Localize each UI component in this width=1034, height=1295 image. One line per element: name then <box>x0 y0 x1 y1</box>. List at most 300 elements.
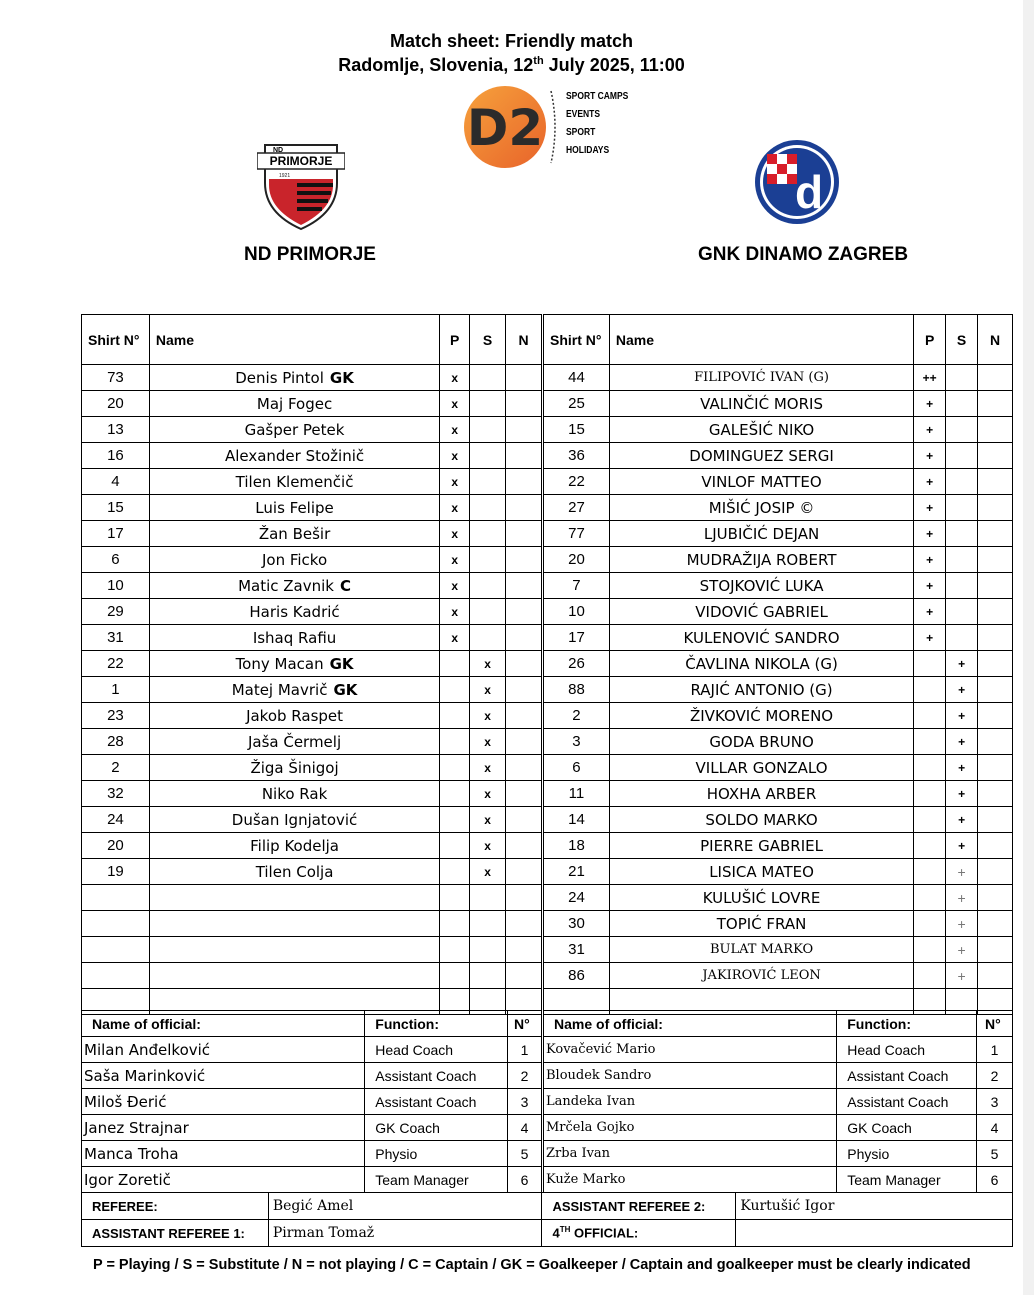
referee-row-1 <box>82 1193 1013 1220</box>
substitute-mark <box>470 417 506 443</box>
shirt-number: 30 <box>544 911 610 937</box>
not-playing-mark <box>978 599 1013 625</box>
legend: P = Playing / S = Substitute / N = not playing / C = Captain / GK = Goalkeeper / Captain and goalkeeper must be clearly indicated <box>93 1257 971 1273</box>
shirt-number: 18 <box>544 833 610 859</box>
player-name-text: Ishaq Rafiu <box>252 628 337 647</box>
shirt-number: 36 <box>544 443 610 469</box>
svg-text:ND: ND <box>273 147 284 154</box>
referee-label: REFEREE: <box>82 1193 269 1220</box>
playing-mark <box>440 859 470 885</box>
playing-mark <box>914 807 946 833</box>
col-s: S <box>470 315 506 365</box>
official-row <box>82 1089 542 1115</box>
substitute-mark <box>470 521 506 547</box>
substitute-mark <box>946 625 978 651</box>
table-row <box>82 781 542 807</box>
not-playing-mark <box>978 859 1013 885</box>
table-row <box>82 625 542 651</box>
not-playing-mark <box>506 963 542 989</box>
shirt-number: 31 <box>82 625 150 651</box>
table-row <box>544 807 1013 833</box>
away-roster-header <box>544 315 1013 365</box>
player-name <box>149 859 439 885</box>
official-function: Physio <box>837 1141 977 1167</box>
playing-mark <box>914 677 946 703</box>
player-name <box>149 417 439 443</box>
not-playing-mark <box>978 755 1013 781</box>
not-playing-mark <box>506 677 542 703</box>
official-number: 5 <box>508 1141 542 1167</box>
ar1-label: ASSISTANT REFEREE 1: <box>82 1220 269 1247</box>
official-row <box>544 1115 1013 1141</box>
referees-table <box>81 1192 1013 1247</box>
player-name: VALINČIĆ MORIS <box>609 391 913 417</box>
official-function: Team Manager <box>365 1167 508 1193</box>
player-name: ČAVLINA NIKOLA (G) <box>609 651 913 677</box>
not-playing-mark <box>506 391 542 417</box>
home-officials-table <box>81 1010 542 1193</box>
table-row <box>82 417 542 443</box>
substitute-mark <box>470 443 506 469</box>
player-name <box>149 781 439 807</box>
table-row <box>544 729 1013 755</box>
shirt-number: 20 <box>544 547 610 573</box>
player-name-text: Alexander Stožinič <box>224 446 365 465</box>
not-playing-mark <box>506 443 542 469</box>
not-playing-mark <box>506 625 542 651</box>
playing-mark <box>440 651 470 677</box>
table-row <box>544 703 1013 729</box>
official-function: Physio <box>365 1141 508 1167</box>
official-number: 1 <box>977 1037 1013 1063</box>
substitute-mark <box>946 391 978 417</box>
col-p: P <box>440 315 470 365</box>
substitute-mark: + <box>946 911 978 937</box>
table-row <box>544 469 1013 495</box>
playing-mark: ++ <box>914 365 946 391</box>
officials-header <box>82 1011 542 1037</box>
col-function: Function: <box>837 1011 977 1037</box>
playing-mark <box>440 703 470 729</box>
official-name: Zrba Ivan <box>544 1141 837 1167</box>
table-row <box>82 573 542 599</box>
not-playing-mark <box>978 677 1013 703</box>
shirt-number: 17 <box>82 521 150 547</box>
table-row <box>82 755 542 781</box>
substitute-mark <box>470 573 506 599</box>
shirt-number: 4 <box>82 469 150 495</box>
not-playing-mark <box>978 781 1013 807</box>
playing-mark <box>914 859 946 885</box>
not-playing-mark <box>506 573 542 599</box>
fourth-official-name <box>736 1220 1013 1247</box>
substitute-mark <box>470 469 506 495</box>
player-name: JAKIROVIĆ LEON <box>609 963 913 989</box>
official-name: Miloš Đerić <box>82 1089 365 1115</box>
not-playing-mark <box>506 833 542 859</box>
player-name-text: Žiga Šinigoj <box>250 758 339 777</box>
not-playing-mark <box>978 417 1013 443</box>
official-number: 3 <box>977 1089 1013 1115</box>
official-number: 2 <box>508 1063 542 1089</box>
table-row <box>82 469 542 495</box>
playing-mark: x <box>440 547 470 573</box>
home-roster-table <box>81 314 542 1015</box>
official-row <box>544 1167 1013 1193</box>
official-number: 3 <box>508 1089 542 1115</box>
player-name: BULAT MARKO <box>609 937 913 963</box>
officials-header <box>544 1011 1013 1037</box>
playing-mark <box>440 781 470 807</box>
player-name-text: Tilen Klemenčič <box>235 472 354 491</box>
playing-mark <box>914 885 946 911</box>
player-name: VINLOF MATTEO <box>609 469 913 495</box>
substitute-mark: x <box>470 781 506 807</box>
table-row <box>82 859 542 885</box>
official-name: Kuže Marko <box>544 1167 837 1193</box>
substitute-mark <box>470 365 506 391</box>
player-name: FILIPOVIĆ IVAN (G) <box>609 365 913 391</box>
substitute-mark: + <box>946 703 978 729</box>
player-name-text: Matej Mavrič <box>231 680 328 699</box>
playing-mark <box>914 911 946 937</box>
table-row <box>544 937 1013 963</box>
playing-mark: x <box>440 625 470 651</box>
player-role-badge: GK <box>329 654 354 673</box>
substitute-mark: x <box>470 651 506 677</box>
not-playing-mark <box>978 521 1013 547</box>
not-playing-mark <box>506 885 542 911</box>
not-playing-mark <box>978 729 1013 755</box>
col-name: Name <box>609 315 913 365</box>
playing-mark: + <box>914 495 946 521</box>
playing-mark <box>440 885 470 911</box>
official-name: Milan Anđelković <box>82 1037 365 1063</box>
table-row <box>544 885 1013 911</box>
not-playing-mark <box>978 807 1013 833</box>
playing-mark: + <box>914 521 946 547</box>
home-team-name: ND PRIMORJE <box>244 244 376 265</box>
shirt-number: 17 <box>544 625 610 651</box>
table-row <box>544 521 1013 547</box>
player-name-text: Niko Rak <box>261 784 328 803</box>
not-playing-mark <box>506 365 542 391</box>
player-name: PIERRE GABRIEL <box>609 833 913 859</box>
substitute-mark: + <box>946 963 978 989</box>
playing-mark: x <box>440 495 470 521</box>
official-function: Team Manager <box>837 1167 977 1193</box>
table-row <box>82 547 542 573</box>
substitute-mark <box>946 521 978 547</box>
substitute-mark: x <box>470 677 506 703</box>
table-row <box>544 365 1013 391</box>
player-name <box>149 547 439 573</box>
substitute-mark <box>470 911 506 937</box>
official-number: 4 <box>977 1115 1013 1141</box>
substitute-mark <box>946 443 978 469</box>
referee-name: Begić Amel <box>268 1193 542 1220</box>
not-playing-mark <box>978 911 1013 937</box>
official-function: Assistant Coach <box>837 1063 977 1089</box>
shirt-number: 25 <box>544 391 610 417</box>
official-function: Head Coach <box>365 1037 508 1063</box>
official-name: Saša Marinković <box>82 1063 365 1089</box>
player-name: STOJKOVIĆ LUKA <box>609 573 913 599</box>
substitute-mark: x <box>470 807 506 833</box>
player-name <box>149 729 439 755</box>
playing-mark <box>914 937 946 963</box>
player-name-text: Filip Kodelja <box>250 836 339 855</box>
shirt-number: 88 <box>544 677 610 703</box>
not-playing-mark <box>506 781 542 807</box>
substitute-mark <box>470 599 506 625</box>
playing-mark <box>440 833 470 859</box>
table-row <box>82 365 542 391</box>
substitute-mark: + <box>946 729 978 755</box>
shirt-number: 29 <box>82 599 150 625</box>
player-name: LISICA MATEO <box>609 859 913 885</box>
table-row <box>82 651 542 677</box>
official-function: Assistant Coach <box>365 1063 508 1089</box>
table-row <box>82 495 542 521</box>
shirt-number: 26 <box>544 651 610 677</box>
official-name: Janez Strajnar <box>82 1115 365 1141</box>
away-officials-table <box>543 1010 1013 1193</box>
not-playing-mark <box>978 573 1013 599</box>
away-roster-table <box>543 314 1013 1015</box>
player-name: ŽIVKOVIĆ MORENO <box>609 703 913 729</box>
substitute-mark: x <box>470 833 506 859</box>
player-name <box>149 885 439 911</box>
shirt-number: 31 <box>544 937 610 963</box>
not-playing-mark <box>506 547 542 573</box>
official-function: Head Coach <box>837 1037 977 1063</box>
official-name: Manca Troha <box>82 1141 365 1167</box>
table-row <box>82 885 542 911</box>
table-row <box>544 443 1013 469</box>
not-playing-mark <box>506 937 542 963</box>
not-playing-mark <box>506 807 542 833</box>
player-name: RAJIĆ ANTONIO (G) <box>609 677 913 703</box>
shirt-number: 11 <box>544 781 610 807</box>
substitute-mark <box>946 469 978 495</box>
substitute-mark <box>946 495 978 521</box>
table-row <box>544 417 1013 443</box>
official-name: Landeka Ivan <box>544 1089 837 1115</box>
player-name <box>149 365 439 391</box>
table-row <box>544 911 1013 937</box>
substitute-mark <box>470 547 506 573</box>
table-row <box>82 521 542 547</box>
player-name <box>149 833 439 859</box>
substitute-mark <box>470 391 506 417</box>
shirt-number: 15 <box>544 417 610 443</box>
table-row <box>544 547 1013 573</box>
playing-mark <box>914 833 946 859</box>
shirt-number: 27 <box>544 495 610 521</box>
player-role-badge: GK <box>333 680 358 699</box>
dinamo-crest <box>753 138 841 226</box>
not-playing-mark <box>506 521 542 547</box>
shirt-number: 16 <box>82 443 150 469</box>
substitute-mark: + <box>946 833 978 859</box>
table-row <box>82 599 542 625</box>
substitute-mark: + <box>946 651 978 677</box>
primorje-crest <box>257 143 345 231</box>
shirt-number: 22 <box>544 469 610 495</box>
table-row <box>82 963 542 989</box>
official-number: 5 <box>977 1141 1013 1167</box>
shirt-number: 6 <box>544 755 610 781</box>
official-row <box>544 1063 1013 1089</box>
sponsor-tagline: SPORT CAMPS EVENTS SPORT HOLIDAYS <box>566 91 629 156</box>
player-name: GODA BRUNO <box>609 729 913 755</box>
not-playing-mark <box>978 833 1013 859</box>
playing-mark <box>440 911 470 937</box>
table-row <box>544 781 1013 807</box>
col-official-name: Name of official: <box>544 1011 837 1037</box>
shirt-number: 28 <box>82 729 150 755</box>
col-s: S <box>946 315 978 365</box>
shirt-number <box>82 885 150 911</box>
table-row <box>82 807 542 833</box>
shirt-number: 24 <box>82 807 150 833</box>
official-number: 4 <box>508 1115 542 1141</box>
playing-mark <box>914 963 946 989</box>
shirt-number: 19 <box>82 859 150 885</box>
substitute-mark: + <box>946 677 978 703</box>
substitute-mark <box>946 417 978 443</box>
not-playing-mark <box>506 729 542 755</box>
official-number: 2 <box>977 1063 1013 1089</box>
player-name: VILLAR GONZALO <box>609 755 913 781</box>
not-playing-mark <box>506 755 542 781</box>
home-roster-header <box>82 315 542 365</box>
official-name: Igor Zoretič <box>82 1167 365 1193</box>
table-row <box>544 391 1013 417</box>
shirt-number: 3 <box>544 729 610 755</box>
not-playing-mark <box>978 963 1013 989</box>
substitute-mark: + <box>946 885 978 911</box>
substitute-mark: x <box>470 755 506 781</box>
shirt-number: 6 <box>82 547 150 573</box>
substitute-mark <box>946 599 978 625</box>
playing-mark: + <box>914 391 946 417</box>
official-function: GK Coach <box>365 1115 508 1141</box>
match-title: Match sheet: Friendly match <box>389 31 634 51</box>
col-shirt: Shirt N° <box>544 315 610 365</box>
table-row <box>544 599 1013 625</box>
substitute-mark <box>470 937 506 963</box>
substitute-mark: + <box>946 807 978 833</box>
col-official-num: N° <box>508 1011 542 1037</box>
substitute-mark <box>946 547 978 573</box>
away-team-name: GNK DINAMO ZAGREB <box>698 244 909 265</box>
shirt-number: 2 <box>544 703 610 729</box>
official-row <box>82 1167 542 1193</box>
official-row <box>82 1037 542 1063</box>
svg-text:d: d <box>794 166 824 218</box>
table-row <box>544 573 1013 599</box>
shirt-number: 1 <box>82 677 150 703</box>
not-playing-mark <box>978 703 1013 729</box>
player-name: DOMINGUEZ SERGI <box>609 443 913 469</box>
official-row <box>544 1141 1013 1167</box>
not-playing-mark <box>506 911 542 937</box>
playing-mark: + <box>914 547 946 573</box>
player-name <box>149 469 439 495</box>
shirt-number: 77 <box>544 521 610 547</box>
playing-mark: x <box>440 391 470 417</box>
player-name <box>149 963 439 989</box>
shirt-number: 20 <box>82 391 150 417</box>
not-playing-mark <box>978 937 1013 963</box>
player-name <box>149 521 439 547</box>
player-name-text: Denis Pintol <box>235 368 324 387</box>
ar2-name: Kurtušić Igor <box>736 1193 1013 1220</box>
substitute-mark <box>470 885 506 911</box>
playing-mark: x <box>440 521 470 547</box>
player-name <box>149 625 439 651</box>
ar2-label: ASSISTANT REFEREE 2: <box>542 1193 736 1220</box>
substitute-mark: + <box>946 755 978 781</box>
svg-text:D2: D2 <box>466 99 544 157</box>
fourth-official-label: 4TH OFFICIAL: <box>542 1220 736 1247</box>
official-number: 1 <box>508 1037 542 1063</box>
playing-mark: x <box>440 599 470 625</box>
official-row <box>82 1063 542 1089</box>
col-function: Function: <box>365 1011 508 1037</box>
playing-mark: x <box>440 417 470 443</box>
playing-mark: + <box>914 417 946 443</box>
player-name: SOLDO MARKO <box>609 807 913 833</box>
shirt-number: 7 <box>544 573 610 599</box>
match-place-date: Radomlje, Slovenia, 12th July 2025, 11:00 <box>338 55 685 75</box>
substitute-mark: + <box>946 937 978 963</box>
player-name <box>149 677 439 703</box>
not-playing-mark <box>978 443 1013 469</box>
table-row <box>544 963 1013 989</box>
table-row <box>82 703 542 729</box>
shirt-number <box>82 937 150 963</box>
player-name: HOXHA ARBER <box>609 781 913 807</box>
col-official-name: Name of official: <box>82 1011 365 1037</box>
shirt-number <box>82 963 150 989</box>
shirt-number: 20 <box>82 833 150 859</box>
playing-mark <box>440 963 470 989</box>
playing-mark <box>440 937 470 963</box>
player-name <box>149 495 439 521</box>
playing-mark <box>914 651 946 677</box>
player-name <box>149 755 439 781</box>
official-row <box>82 1115 542 1141</box>
substitute-mark <box>470 495 506 521</box>
shirt-number: 21 <box>544 859 610 885</box>
table-row <box>544 677 1013 703</box>
shirt-number: 44 <box>544 365 610 391</box>
not-playing-mark <box>978 651 1013 677</box>
substitute-mark <box>470 625 506 651</box>
player-name-text: Tony Macan <box>235 654 324 673</box>
table-row <box>82 833 542 859</box>
shirt-number: 10 <box>544 599 610 625</box>
playing-mark <box>440 729 470 755</box>
not-playing-mark <box>978 365 1013 391</box>
table-row <box>544 833 1013 859</box>
shirt-number: 22 <box>82 651 150 677</box>
substitute-mark <box>946 573 978 599</box>
svg-text:PRIMORJE: PRIMORJE <box>269 154 333 168</box>
